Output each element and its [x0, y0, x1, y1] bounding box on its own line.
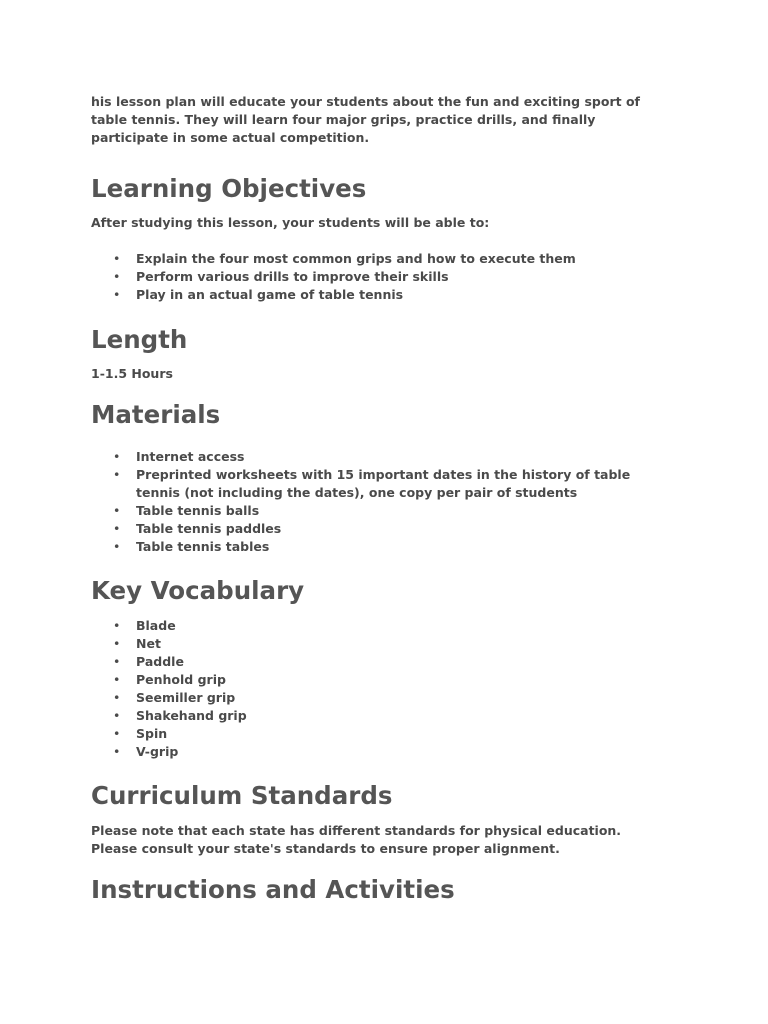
list-item: [91, 725, 671, 743]
list-item: [91, 448, 671, 466]
list-item: [91, 502, 671, 520]
list-item-text: Table tennis balls: [136, 503, 260, 518]
bullet-icon: •: [113, 539, 121, 554]
bullet-icon: •: [113, 672, 121, 687]
bullet-icon: •: [113, 636, 121, 651]
list-item-text: Preprinted worksheets with 15 important dates in the history of table tennis (not including the dates), one copy per pair of students: [136, 467, 631, 500]
list-item: [91, 250, 671, 268]
objectives-list: [91, 250, 671, 304]
standards-heading: Curriculum Standards: [91, 781, 393, 810]
bullet-icon: •: [113, 287, 121, 302]
list-item-text: Shakehand grip: [136, 708, 247, 723]
list-item-text: Penhold grip: [136, 672, 226, 687]
bullet-icon: •: [113, 449, 121, 464]
bullet-icon: •: [113, 726, 121, 741]
list-item: [91, 286, 671, 304]
materials-list: [91, 448, 671, 556]
bullet-icon: •: [113, 467, 121, 482]
list-item-text: Internet access: [136, 449, 245, 464]
bullet-icon: •: [113, 618, 121, 633]
list-item-text: Table tennis paddles: [136, 521, 282, 536]
list-item: [91, 617, 671, 635]
list-item-text: Seemiller grip: [136, 690, 236, 705]
list-item: [91, 268, 671, 286]
list-item-text: Net: [136, 636, 161, 651]
objectives-heading: Learning Objectives: [91, 174, 367, 203]
list-item: [91, 671, 671, 689]
list-item: [91, 466, 671, 502]
list-item-text: Spin: [136, 726, 168, 741]
list-item-text: Play in an actual game of table tennis: [136, 287, 404, 302]
list-item-text: Blade: [136, 618, 176, 633]
bullet-icon: •: [113, 521, 121, 536]
list-item-text: V-grip: [136, 744, 179, 759]
materials-heading: Materials: [91, 400, 221, 429]
list-item-text: Perform various drills to improve their skills: [136, 269, 449, 284]
list-item-text: Table tennis tables: [136, 539, 270, 554]
list-item: [91, 653, 671, 671]
bullet-icon: •: [113, 654, 121, 669]
bullet-icon: •: [113, 690, 121, 705]
bullet-icon: •: [113, 269, 121, 284]
bullet-icon: •: [113, 744, 121, 759]
bullet-icon: •: [113, 708, 121, 723]
vocabulary-heading: Key Vocabulary: [91, 576, 305, 605]
list-item: [91, 707, 671, 725]
list-item: [91, 538, 671, 556]
intro-paragraph: his lesson plan will educate your students about the fun and exciting sport of table tennis. They will learn four major grips, practice drills, and finally participate in some actual competition.: [91, 94, 640, 145]
list-item: [91, 520, 671, 538]
length-value: 1-1.5 Hours: [91, 366, 173, 381]
list-item: [91, 743, 671, 761]
bullet-icon: •: [113, 503, 121, 518]
list-item: [91, 689, 671, 707]
standards-text: Please note that each state has different standards for physical education. Please consult your state's standards to ensure proper alignment.: [91, 823, 622, 856]
list-item: [91, 635, 671, 653]
length-heading: Length: [91, 325, 188, 354]
objectives-lead: After studying this lesson, your students will be able to:: [91, 215, 490, 230]
vocabulary-list: [91, 617, 671, 761]
list-item-text: Paddle: [136, 654, 184, 669]
instructions-heading: Instructions and Activities: [91, 875, 455, 904]
bullet-icon: •: [113, 251, 121, 266]
list-item-text: Explain the four most common grips and how to execute them: [136, 251, 576, 266]
document-page: [91, 93, 671, 905]
